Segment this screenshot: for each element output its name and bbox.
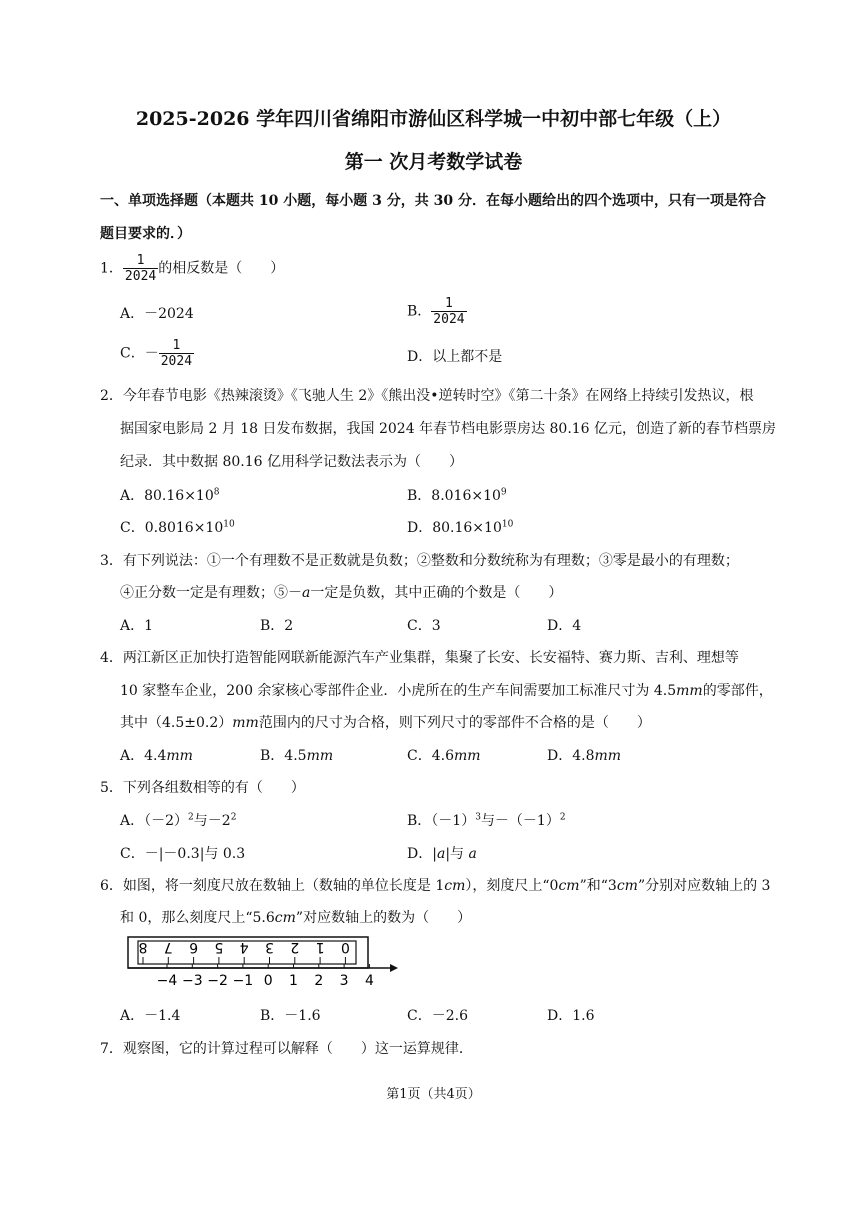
axis-label: −3: [181, 973, 203, 989]
ruler-label: 1: [315, 939, 325, 955]
question-1-stem: [100, 253, 284, 284]
question-6-option-d: D．1.6: [547, 1008, 595, 1024]
exam-title-line2: 第一 次月考数学试卷: [344, 151, 523, 173]
axis-label: 0: [263, 973, 273, 989]
axis-label: −2: [207, 973, 228, 989]
ruler-label: 3: [265, 939, 274, 955]
question-1-fraction: $\frac{1}{2024}$: [124, 253, 157, 284]
ruler-label: 2: [290, 939, 300, 955]
axis-label: 2: [314, 973, 324, 989]
ruler-label: 5: [214, 939, 224, 955]
question-5-stem: 5．下列各组数相等的有（ ）: [100, 780, 305, 796]
question-1-option-c: C．－ $\frac{1}{2024}$: [120, 338, 193, 369]
question-2-option-b: B．$8.016\times 10^9$: [407, 487, 507, 504]
number-line-arrow: [390, 964, 398, 972]
question-7-stem: 7．观察图，它的计算过程可以解释（ ）这一运算规律．: [100, 1041, 473, 1057]
axis-label: 1: [289, 973, 298, 989]
question-6-option-c: C．－2.6: [407, 1008, 468, 1024]
question-3-option-d: D．4: [547, 618, 582, 634]
axis-label: −1: [232, 973, 254, 989]
question-3-option-a: A．1: [120, 618, 154, 634]
question-3-line1: 3．有下列说法：①一个有理数不是正数就是负数；②整数和分数统称为有理数；③零是最小的有理数；: [100, 553, 739, 569]
exam-title-line1: 2025-2026 学年四川省绵阳市游仙区科学城一中初中部七年级（上）: [135, 108, 732, 130]
question-5-option-d: D．|a|与 a: [407, 846, 477, 862]
section-header-line2: 题目要求的．）: [100, 226, 191, 242]
question-3-option-b: B．2: [260, 618, 294, 634]
question-4-option-c: C．4.6mm: [407, 748, 481, 764]
question-2-line2: 据国家电影局 2 月 18 日发布数据，我国 2024 年春节档电影票房达 80.16 亿元，创造了新的春节档票房: [120, 421, 777, 437]
ruler-label: 4: [239, 939, 249, 955]
ruler-label: 6: [189, 939, 199, 955]
axis-label: 3: [339, 973, 349, 989]
question-6-line1: 6．如图，将一刻度尺放在数轴上（数轴的单位长度是 1cm），刻度尺上“0cm”和“3cm”分别对应数轴上的 3: [100, 878, 771, 894]
question-4-line2: 10 家整车企业，200 余家核心零部件企业．小虎所在的生产车间需要加工标准尺寸为 4.5mm的零部件，: [120, 683, 773, 699]
question-4-line3: 其中（4.5±0.2）mm范围内的尺寸为合格，则下列尺寸的零部件不合格的是（ ）: [120, 715, 651, 731]
question-5-option-c: C．－|－0.3|与 0.3: [120, 846, 246, 862]
ruler-label: 0: [340, 939, 350, 955]
ruler-labels: [139, 939, 350, 955]
question-6-line2: 和 0，那么刻度尺上“5.6cm”对应数轴上的数为（ ）: [120, 910, 472, 926]
axis-label: 4: [364, 973, 374, 989]
question-2-option-d: D．$80.16\times 10^{10}$: [407, 519, 514, 536]
question-1-option-a: A．－2024: [120, 306, 194, 322]
axis-label: −4: [156, 973, 178, 989]
question-3-option-c: C．3: [407, 618, 441, 634]
question-6-option-b: B．－1.6: [260, 1008, 321, 1024]
question-1-option-b: B． $\frac{1}{2024}$: [407, 296, 465, 327]
question-1-text: 的相反数是（ ）: [158, 260, 285, 277]
question-5-option-b: B．$(-1)^3$与$-(-1)^2$: [407, 812, 566, 829]
question-2-line1: 2．今年春节电影《热辣滚烫》《飞驰人生 2》《熊出没•逆转时空》《第二十条》在网络上持续引发热议，根: [100, 388, 754, 404]
page-footer: 第1页（共4页）: [386, 1087, 481, 1102]
ruler-numberline-figure: [110, 935, 400, 990]
question-4-option-b: B．4.5mm: [260, 748, 334, 764]
question-3-line2: ④正分数一定是有理数；⑤－a一定是负数，其中正确的个数是（ ）: [120, 585, 563, 601]
question-4-option-a: A．4.4mm: [120, 748, 193, 764]
question-2-line3: 纪录．其中数据 80.16 亿用科学记数法表示为（ ）: [120, 454, 463, 470]
section-header-line1: 一、单项选择题（本题共 10 小题，每小题 3 分，共 30 分．在每小题给出的四个选项中，只有一项是符合: [100, 193, 766, 209]
question-5-option-a: A．$(-2)^2$与$-2^2$: [120, 812, 237, 829]
question-1-number: 1．: [100, 260, 123, 277]
question-6-option-a: A．－1.4: [120, 1008, 181, 1024]
ruler-ticks: [143, 957, 345, 964]
question-1-option-d: D．以上都不是: [407, 349, 503, 365]
question-4-line1: 4．两江新区正加快打造智能网联新能源汽车产业集群，集聚了长安、长安福特、赛力斯、吉利、理想等: [100, 650, 739, 666]
ruler-label: 7: [163, 939, 173, 955]
question-2-option-a: A．$80.16\times 10^8$: [120, 487, 220, 504]
question-4-option-d: D．4.8mm: [547, 748, 622, 764]
ruler-label: 8: [138, 939, 148, 955]
question-2-option-c: C．$0.8016\times 10^{10}$: [120, 519, 235, 536]
